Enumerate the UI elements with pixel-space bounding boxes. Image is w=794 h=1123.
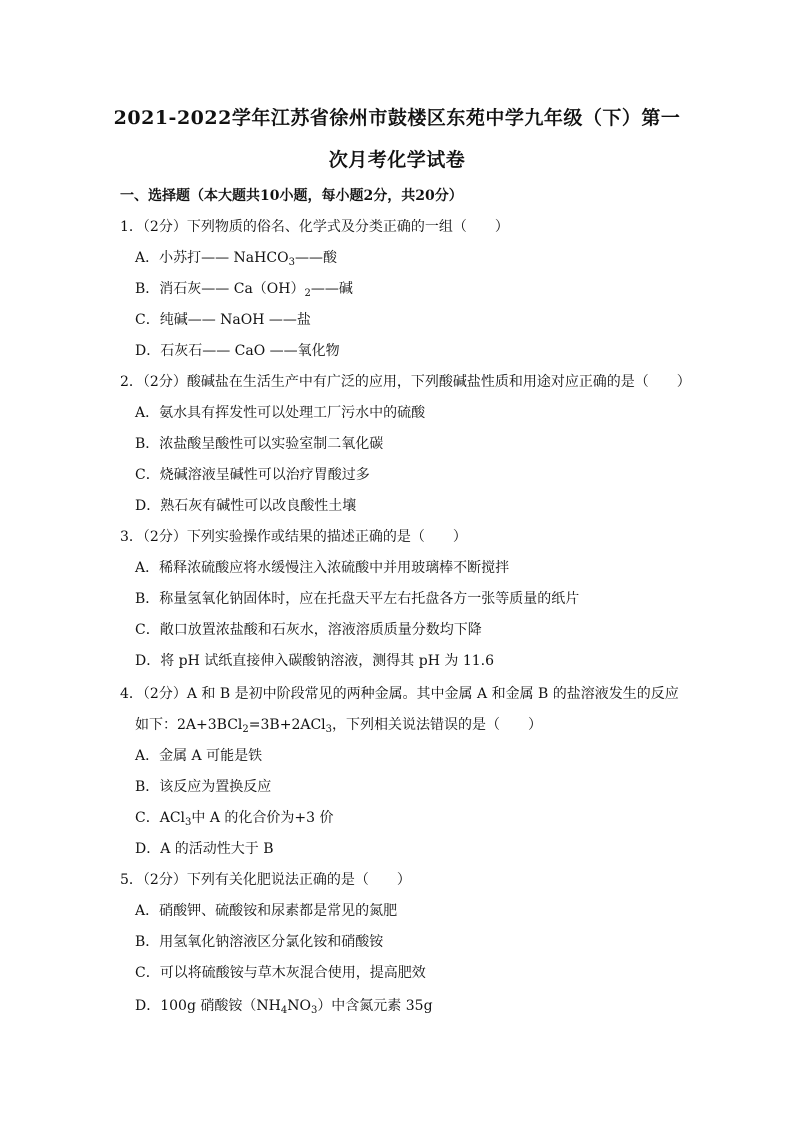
question-4-stem-continued: 如下：2A+3BCl$_2$=3B+2ACl$_3$，下列相关说法错误的是（ ） bbox=[135, 717, 543, 735]
question-4-option-c: C．ACl$_3$中 A 的化合价为+3 价 bbox=[135, 810, 334, 828]
question-3-option-d: D．将 pH 试纸直接伸入碳酸钠溶液，测得其 pH 为 11.6 bbox=[135, 653, 494, 669]
question-1-stem: 1．（2分）下列物质的俗名、化学式及分类正确的一组（ ） bbox=[120, 219, 509, 235]
question-2-option-b: B．浓盐酸呈酸性可以实验室制二氧化碳 bbox=[135, 436, 384, 452]
question-1-option-c: C．纯碱—— NaOH ——盐 bbox=[135, 312, 311, 328]
question-4-stem: 4．（2分）A 和 B 是初中阶段常见的两种金属。其中金属 A 和金属 B 的盐溶液发生的反应 bbox=[120, 686, 679, 702]
question-5-option-a: A．硝酸钾、硫酸铵和尿素都是常见的氮肥 bbox=[135, 903, 398, 919]
question-1-option-a: A．小苏打—— NaHCO$_3$——酸 bbox=[135, 250, 337, 268]
question-2-option-d: D．熟石灰有碱性可以改良酸性土壤 bbox=[135, 498, 357, 514]
question-4-option-a: A．金属 A 可能是铁 bbox=[135, 748, 263, 764]
question-4-option-b: B．该反应为置换反应 bbox=[135, 779, 272, 795]
exam-title-line-2: 次月考化学试卷 bbox=[328, 149, 466, 171]
question-1-option-b: B．消石灰—— $Ca(OH)_2——$碱 bbox=[135, 281, 353, 299]
question-5-option-d: D．100g 硝酸铵$(NH_4NO_3)$中含氮元素 35g bbox=[135, 998, 433, 1016]
question-5-option-b: B．用氢氧化钠溶液区分氯化铵和硝酸铵 bbox=[135, 934, 384, 950]
question-2-option-c: C．烧碱溶液呈碱性可以治疗胃酸过多 bbox=[135, 467, 370, 483]
question-1-option-d: D．石灰石—— CaO ——氧化物 bbox=[135, 343, 340, 359]
section-heading: 一、选择题（本大题共10小题，每小题2分，共20分） bbox=[120, 188, 463, 204]
question-4-option-d: D．A 的活动性大于 B bbox=[135, 841, 274, 857]
question-2-option-a: A．氨水具有挥发性可以处理工厂污水中的硫酸 bbox=[135, 405, 426, 421]
question-2-stem: 2．（2分）酸碱盐在生活生产中有广泛的应用，下列酸碱盐性质和用途对应正确的是（ ） bbox=[120, 374, 691, 390]
exam-title-line-1: 2021-2022学年江苏省徐州市鼓楼区东苑中学九年级（下）第一 bbox=[113, 107, 681, 129]
question-3-stem: 3．（2分）下列实验操作或结果的描述正确的是（ ） bbox=[120, 529, 467, 545]
question-5-stem: 5．（2分）下列有关化肥说法正确的是（ ） bbox=[120, 872, 411, 888]
question-5-option-c: C．可以将硫酸铵与草木灰混合使用，提高肥效 bbox=[135, 965, 426, 981]
question-3-option-c: C．敞口放置浓盐酸和石灰水，溶液溶质质量分数均下降 bbox=[135, 622, 482, 638]
question-3-option-b: B．称量氢氧化钠固体时，应在托盘天平左右托盘各方一张等质量的纸片 bbox=[135, 591, 580, 607]
question-3-option-a: A．稀释浓硫酸应将水缓慢注入浓硫酸中并用玻璃棒不断搅拌 bbox=[135, 560, 510, 576]
